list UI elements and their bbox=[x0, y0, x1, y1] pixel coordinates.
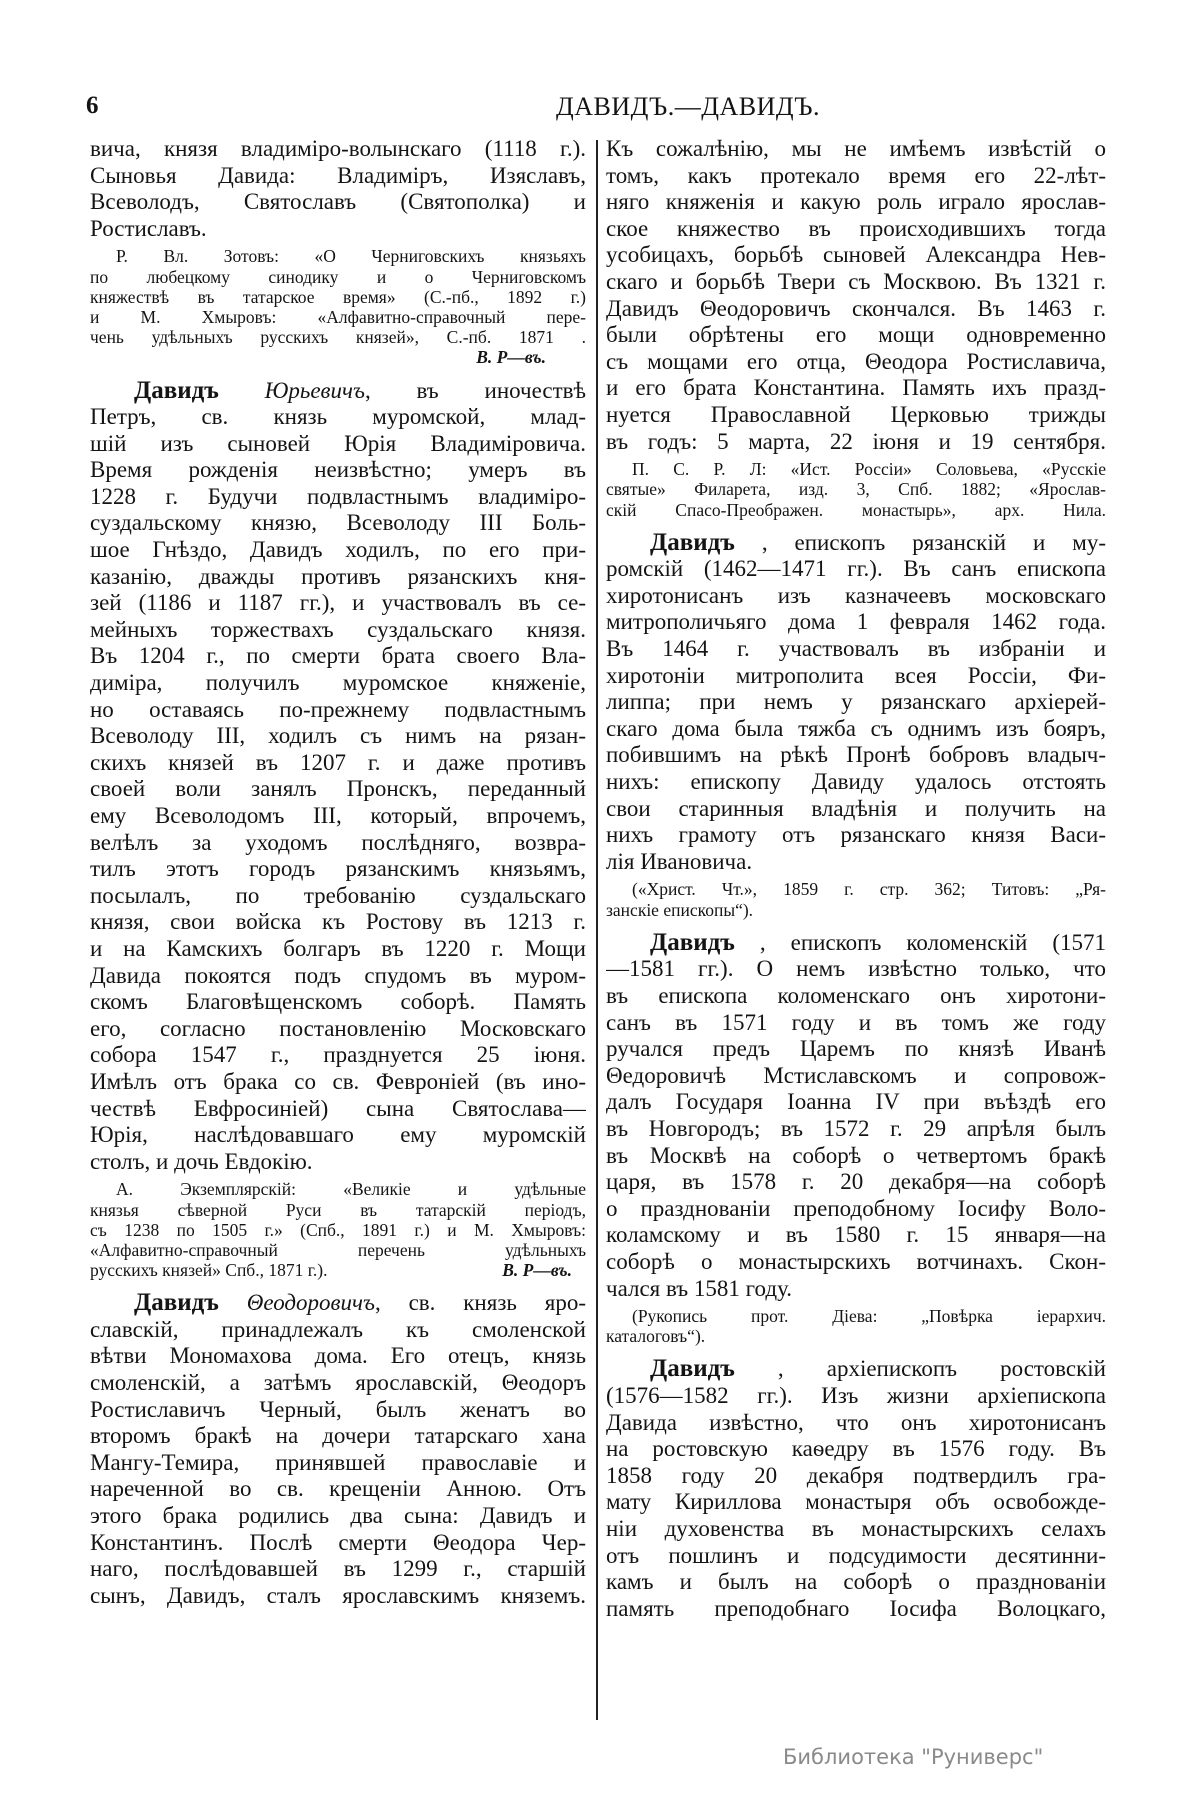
text-line bbox=[90, 404, 586, 431]
text-line bbox=[606, 1543, 1106, 1570]
text-line bbox=[606, 583, 1106, 610]
text-line bbox=[606, 459, 1106, 479]
text-line-content: П. С. Р. Л: «Ист. Россіи» Соловьева, «Русскіе bbox=[632, 459, 1106, 480]
text-line bbox=[606, 375, 1106, 402]
text-line bbox=[606, 479, 1106, 499]
text-line bbox=[90, 216, 586, 243]
text-line-content: суздальскому князю, Всеволоду III Боль- bbox=[90, 510, 586, 536]
text-line bbox=[90, 1260, 586, 1280]
text-line-content: нихъ: епископу Давиду удалось отстоять bbox=[606, 769, 1106, 795]
text-line-content: были обрѣтены его мощи одновременно bbox=[606, 322, 1106, 348]
text-line-content: Сыновья Давида: Владиміръ, Изяславъ, bbox=[90, 162, 586, 188]
text-line-content: въ епископа коломенскаго онъ хиротони- bbox=[606, 982, 1106, 1008]
entry-patronymic: Юрьевичъ bbox=[264, 377, 365, 403]
text-line bbox=[90, 697, 586, 724]
text-line bbox=[90, 936, 586, 963]
bibliography-note bbox=[90, 246, 586, 367]
text-line-content: этого брака родились два сына: Давидъ и bbox=[90, 1503, 586, 1528]
text-line-content: своей воли занялъ Пронскъ, переданный bbox=[90, 776, 586, 802]
text-line-content: Въ 1464 г. участвовалъ въ избраніи и bbox=[606, 636, 1106, 662]
text-line bbox=[90, 1397, 586, 1424]
text-line-content: липпа; при немъ у рязанскаго архіерей- bbox=[606, 689, 1106, 715]
entry-headword: Давидъ bbox=[650, 929, 735, 956]
text-line bbox=[606, 1436, 1106, 1463]
text-line-content: Константинъ. Послѣ смерти Θеодора Чер- bbox=[90, 1529, 586, 1555]
text-line bbox=[90, 267, 586, 287]
text-line-content: томъ, какъ протекало время его 22-лѣт- bbox=[606, 162, 1106, 188]
library-watermark: Библиотека "Руниверс" bbox=[783, 1745, 1044, 1769]
entry-heading-line bbox=[90, 1290, 586, 1317]
text-line-content: («Христ. Чт.», 1859 г. стр. 362; Титовъ: „Ря- bbox=[632, 879, 1106, 900]
text-line bbox=[90, 246, 586, 266]
text-line bbox=[90, 989, 586, 1016]
text-line-content: усобицахъ, борьбѣ сыновей Александра Нев- bbox=[606, 242, 1106, 268]
text-line-content: Время рожденія неизвѣстно; умеръ въ bbox=[90, 457, 586, 483]
text-line-content: Имѣлъ отъ брака со св. Февроніей (въ ино- bbox=[90, 1068, 586, 1094]
text-line-content: князья сѣверной Руси въ татарскій періодъ, bbox=[90, 1199, 586, 1220]
text-line-content: святые» Филарета, изд. 3, Спб. 1882; «Ярослав- bbox=[606, 479, 1106, 500]
text-line bbox=[90, 776, 586, 803]
text-line bbox=[606, 296, 1106, 323]
text-line-content: но оставаясь по-прежнему подвластнымъ bbox=[90, 696, 586, 722]
text-line bbox=[606, 1010, 1106, 1037]
text-line bbox=[606, 636, 1106, 663]
text-line bbox=[90, 457, 586, 484]
entry-headword: Давидъ bbox=[650, 529, 735, 556]
text-line-content: зей (1186 и 1187 гг.), и участвовалъ въ се- bbox=[90, 590, 586, 616]
text-line-content: и на Камскихъ болгаръ въ 1220 г. Мощи bbox=[90, 935, 586, 961]
text-line bbox=[90, 909, 586, 936]
text-line bbox=[90, 1220, 586, 1240]
text-line-content: камъ и былъ на соборѣ о празднованіи bbox=[606, 1569, 1106, 1595]
text-line bbox=[606, 189, 1106, 216]
author-signature: В. Р—въ. bbox=[476, 347, 546, 368]
text-line-content: хиротоніи митрополита всея Россіи, Фи- bbox=[606, 662, 1106, 688]
text-line bbox=[90, 1556, 586, 1583]
text-line-content: шій изъ сыновей Юрія Владиміровича. bbox=[90, 430, 586, 456]
text-line-content: занскіе епископы“). bbox=[606, 899, 754, 920]
text-line-content: съ мощами его отца, Θеодора Ростиславича, bbox=[606, 348, 1106, 374]
text-line-content: (Рукопись прот. Діева: „Повѣрка іерархич. bbox=[632, 1306, 1106, 1327]
text-line bbox=[606, 769, 1106, 796]
text-line-content: о празднованіи преподобному Іосифу Воло- bbox=[606, 1195, 1106, 1221]
text-line bbox=[90, 590, 586, 617]
text-line-content: вѣтви Мономахова дома. Его отецъ, князь bbox=[90, 1343, 586, 1369]
text-line bbox=[90, 1503, 586, 1530]
text-line-content: смоленскій, а затѣмъ ярославскій, Θеодоръ bbox=[90, 1370, 586, 1396]
article-entry bbox=[90, 1290, 586, 1609]
text-line-content: скихъ князей въ 1207 г. и даже противъ bbox=[90, 749, 586, 775]
text-line bbox=[90, 1042, 586, 1069]
text-line-content: чествѣ Евфросиніей) сына Святослава— bbox=[90, 1095, 586, 1121]
author-signature: В. Р—въ. bbox=[502, 1260, 572, 1281]
text-line bbox=[90, 1200, 586, 1220]
text-line bbox=[606, 1116, 1106, 1143]
text-line-content: второмъ бракѣ на дочери татарскаго хана bbox=[90, 1423, 586, 1449]
text-line bbox=[606, 900, 1106, 920]
text-line bbox=[606, 1222, 1106, 1249]
text-line-content: Давида покоятся подъ спудомъ въ муром- bbox=[90, 962, 586, 988]
text-line bbox=[606, 242, 1106, 269]
article-entry bbox=[90, 378, 586, 1176]
text-line bbox=[606, 1463, 1106, 1490]
text-line-content: ему Всеволодомъ III, который, впрочемъ, bbox=[90, 803, 586, 828]
text-line bbox=[606, 742, 1106, 769]
text-line bbox=[90, 287, 586, 307]
text-line-content: митрополичьяго дома 1 февраля 1462 года. bbox=[606, 609, 1106, 635]
text-line bbox=[606, 1489, 1106, 1516]
text-line bbox=[606, 322, 1106, 349]
text-line-content: побившимъ на рѣкѣ Пронѣ бобровъ владыч- bbox=[606, 742, 1106, 768]
text-line-content: (1576—1582 гг.). Изъ жизни архіепископа bbox=[606, 1383, 1106, 1409]
text-line-content: въ Москвѣ на соборѣ о четвертомъ бракѣ bbox=[606, 1142, 1106, 1168]
text-line-content: мейныхъ торжествахъ суздальскаго князя. bbox=[90, 616, 586, 642]
text-line-content: съ 1238 по 1505 г.» (Спб., 1891 г.) и М. Хмыровъ: bbox=[90, 1219, 586, 1240]
text-line bbox=[606, 1326, 1106, 1346]
text-line bbox=[606, 216, 1106, 243]
text-line bbox=[606, 1410, 1106, 1437]
text-line bbox=[90, 1450, 586, 1477]
text-line bbox=[606, 822, 1106, 849]
text-line-content: скій Спасо-Преображен. монастырь», арх. Нила. bbox=[606, 499, 1106, 520]
text-line bbox=[606, 500, 1106, 520]
text-line bbox=[90, 1122, 586, 1149]
text-line-content: царя, въ 1578 г. 20 декабря—на соборѣ bbox=[606, 1169, 1106, 1195]
text-line bbox=[606, 429, 1106, 456]
text-line-content: 1858 году 20 декабря подтвердилъ гра- bbox=[606, 1462, 1106, 1488]
text-line bbox=[90, 856, 586, 883]
text-line-content: Давида извѣстно, что онъ хиротонисанъ bbox=[606, 1409, 1106, 1435]
text-line-content: Р. Вл. Зотовъ: «О Черниговскихъ князьяхъ bbox=[116, 246, 586, 267]
text-line bbox=[90, 136, 586, 163]
text-line-content: 1228 г. Будучи подвластнымъ владиміро- bbox=[90, 483, 586, 509]
text-line bbox=[90, 830, 586, 857]
text-line-content: память преподобнаго Іосифа Волоцкаго, bbox=[606, 1595, 1106, 1621]
text-line bbox=[606, 796, 1106, 823]
entry-headword: Давидъ bbox=[650, 1356, 735, 1383]
entry-heading-text: , епископъ коломенскій (1571 bbox=[759, 929, 1106, 955]
paragraph bbox=[90, 136, 586, 242]
text-line bbox=[90, 617, 586, 644]
text-line bbox=[90, 723, 586, 750]
text-line-content: Ростиславъ. bbox=[90, 215, 207, 241]
text-line bbox=[90, 670, 586, 697]
text-line-content: нареченной во св. крещеніи Анною. Отъ bbox=[90, 1476, 586, 1502]
text-line-content: славскій, принадлежалъ къ смоленской bbox=[90, 1316, 586, 1342]
text-line-content: А. Экземплярскій: «Великіе и удѣльные bbox=[116, 1179, 586, 1200]
entry-heading-line bbox=[606, 930, 1106, 957]
article-entry bbox=[606, 930, 1106, 1302]
entry-heading-text: , епископъ рязанскій и му- bbox=[761, 529, 1106, 555]
text-line bbox=[90, 564, 586, 591]
text-line bbox=[90, 307, 586, 327]
text-line-content: няго княженія и какую роль играло ярослав- bbox=[606, 189, 1106, 215]
entry-patronymic: Θеодоровичъ bbox=[246, 1290, 375, 1316]
text-line-content: Мангу-Темира, принявшей православіе и bbox=[90, 1449, 586, 1475]
running-title: ДАВИДЪ.—ДАВИДЪ. bbox=[556, 92, 820, 121]
bibliography-note bbox=[606, 1306, 1106, 1346]
right-column bbox=[606, 136, 1106, 1626]
text-line-content: Ростиславичъ Черный, былъ женатъ во bbox=[90, 1396, 586, 1422]
bibliography-note bbox=[90, 1179, 586, 1280]
text-line bbox=[606, 983, 1106, 1010]
text-line bbox=[90, 431, 586, 458]
text-line-content: посылалъ, по требованію суздальскаго bbox=[90, 882, 586, 908]
text-line bbox=[606, 1063, 1106, 1090]
text-line bbox=[90, 1016, 586, 1043]
text-line bbox=[90, 484, 586, 511]
left-column bbox=[90, 136, 586, 1613]
entry-heading-text: , архіепископъ ростовскій bbox=[777, 1356, 1106, 1382]
text-line-content: скомъ Благовѣщенскомъ соборѣ. Память bbox=[90, 989, 586, 1015]
text-line bbox=[606, 956, 1106, 983]
text-line bbox=[606, 1516, 1106, 1543]
bibliography-note bbox=[606, 879, 1106, 919]
text-line-content: ское княжество въ происходившихъ тогда bbox=[606, 215, 1106, 241]
text-line bbox=[90, 883, 586, 910]
text-line-content: санъ въ 1571 году и въ томъ же году bbox=[606, 1009, 1106, 1035]
text-line-content: ромскій (1462—1471 гг.). Въ санъ епископа bbox=[606, 556, 1106, 582]
text-line-content: далъ Государя Іоанна IV при въѣздѣ его bbox=[606, 1089, 1106, 1115]
text-line bbox=[90, 1343, 586, 1370]
entry-heading-text: , въ иночествѣ bbox=[364, 377, 586, 403]
text-line bbox=[90, 750, 586, 777]
text-line-content: князя, свои войска къ Ростову въ 1213 г. bbox=[90, 909, 586, 935]
text-line bbox=[606, 1196, 1106, 1223]
text-line bbox=[90, 1476, 586, 1503]
text-line bbox=[90, 1530, 586, 1557]
text-line bbox=[606, 349, 1106, 376]
text-line-content: скаго дома была тяжба съ однимъ изъ бояръ, bbox=[606, 715, 1106, 741]
article-entry bbox=[606, 530, 1106, 876]
paragraph bbox=[606, 136, 1106, 455]
text-line-content: нихъ грамоту отъ рязанскаго князя Васи- bbox=[606, 822, 1106, 848]
text-line-content: чень удѣльныхъ русскихъ князей», С.-пб. 1871 . bbox=[90, 327, 586, 348]
text-line-content: Θедоровичѣ Мстиславскомъ и сопровож- bbox=[606, 1062, 1106, 1088]
text-line-content: казанію, дважды противъ рязанскихъ кня- bbox=[90, 563, 586, 589]
text-line bbox=[90, 327, 586, 347]
text-line bbox=[606, 1036, 1106, 1063]
text-line-content: Всеволоду III, ходилъ съ нимъ на рязан- bbox=[90, 723, 586, 749]
text-line-content: русскихъ князей» Спб., 1871 г.). bbox=[90, 1260, 328, 1281]
article-entry bbox=[606, 1356, 1106, 1622]
text-line bbox=[606, 609, 1106, 636]
text-line bbox=[606, 1569, 1106, 1596]
text-line-content: чался въ 1581 году. bbox=[606, 1275, 793, 1301]
text-line bbox=[90, 537, 586, 564]
text-line-content: —1581 гг.). О немъ извѣстно только, что bbox=[606, 956, 1106, 982]
entry-heading-text: , св. князь яро- bbox=[374, 1290, 586, 1316]
text-line-content: вича, князя владиміро-волынскаго (1118 г.). bbox=[90, 136, 586, 161]
text-line bbox=[90, 510, 586, 537]
entry-heading-line bbox=[606, 1356, 1106, 1383]
text-line-content: нуется Православной Церковью трижды bbox=[606, 401, 1106, 427]
text-line-content: и его брата Константина. Память ихъ празд- bbox=[606, 375, 1106, 401]
text-line-content: «Алфавитно-справочный перечень удѣльныхъ bbox=[90, 1239, 586, 1260]
text-line-content: сынъ, Давидъ, сталъ ярославскимъ княземъ. bbox=[90, 1582, 586, 1608]
text-line-content: Въ 1204 г., по смерти брата своего Вла- bbox=[90, 643, 586, 669]
text-line bbox=[606, 1596, 1106, 1623]
text-line-content: диміра, получилъ муромское княженіе, bbox=[90, 670, 586, 696]
text-line-content: лія Ивановича. bbox=[606, 848, 753, 874]
text-line bbox=[90, 163, 586, 190]
entry-headword: Давидъ bbox=[134, 1290, 219, 1317]
text-line-content: отъ пошлинъ и подсудимости десятинни- bbox=[606, 1542, 1106, 1568]
page-number: 6 bbox=[86, 92, 99, 119]
text-line bbox=[606, 163, 1106, 190]
text-line bbox=[90, 1149, 586, 1176]
text-line bbox=[90, 1096, 586, 1123]
text-line bbox=[90, 1423, 586, 1450]
text-line bbox=[90, 1317, 586, 1344]
text-line-content: и М. Хмыровъ: «Алфавитно-справочный пере- bbox=[90, 306, 586, 327]
text-line-content: шое Гнѣздо, Давидъ ходилъ, по его при- bbox=[90, 537, 586, 563]
text-line-content: въ Новгородъ; въ 1572 г. 29 апрѣля былъ bbox=[606, 1115, 1106, 1141]
bibliography-note bbox=[606, 459, 1106, 520]
text-line bbox=[606, 402, 1106, 429]
text-line bbox=[606, 556, 1106, 583]
text-line-content: хиротонисанъ изъ казначеевъ московскаго bbox=[606, 582, 1106, 608]
entry-headword: Давидъ bbox=[134, 377, 219, 404]
text-line bbox=[606, 136, 1106, 163]
text-line bbox=[90, 1583, 586, 1610]
text-line-content: ручался предъ Царемъ по князѣ Иванѣ bbox=[606, 1036, 1106, 1062]
text-line bbox=[90, 1069, 586, 1096]
text-line bbox=[606, 1306, 1106, 1326]
text-line-content: тилъ этотъ городъ рязанскимъ князьямъ, bbox=[90, 856, 586, 882]
text-line bbox=[606, 1169, 1106, 1196]
text-line-content: свои старинныя владѣнія и получить на bbox=[606, 795, 1106, 821]
entry-heading-line bbox=[90, 378, 586, 405]
text-line-content: на ростовскую каѳедру въ 1576 году. Въ bbox=[606, 1436, 1106, 1462]
column-divider bbox=[596, 140, 598, 1720]
text-line bbox=[606, 879, 1106, 899]
text-line-content: ніи духовенства въ монастырскихъ селахъ bbox=[606, 1516, 1106, 1542]
text-line-content: коламскому и въ 1580 г. 15 января—на bbox=[606, 1222, 1106, 1248]
text-line bbox=[606, 1143, 1106, 1170]
text-line bbox=[606, 716, 1106, 743]
text-line-content: собора 1547 г., празднуется 25 іюня. bbox=[90, 1042, 586, 1068]
text-line bbox=[90, 1370, 586, 1397]
text-line bbox=[606, 1249, 1106, 1276]
text-line bbox=[606, 689, 1106, 716]
text-line-content: Давидъ Θеодоровичъ скончался. Въ 1463 г. bbox=[606, 295, 1106, 321]
text-line bbox=[606, 1089, 1106, 1116]
text-line-content: мату Кириллова монастыря объ освобожде- bbox=[606, 1489, 1106, 1515]
text-line-content: каталоговъ“). bbox=[606, 1326, 706, 1347]
text-line-content: Юрія, наслѣдовавшаго ему муромскій bbox=[90, 1122, 586, 1148]
text-line-content: велѣлъ за уходомъ послѣдняго, возвра- bbox=[90, 829, 586, 855]
text-line bbox=[606, 663, 1106, 690]
text-line bbox=[90, 963, 586, 990]
signature-line bbox=[90, 347, 586, 367]
entry-heading-line bbox=[606, 530, 1106, 557]
text-line-content: Къ сожалѣнію, мы не имѣемъ извѣстій о bbox=[606, 136, 1106, 161]
text-line bbox=[90, 189, 586, 216]
text-line bbox=[606, 1383, 1106, 1410]
text-line bbox=[90, 1179, 586, 1199]
text-line bbox=[606, 269, 1106, 296]
text-line-content: его, согласно постановленію Московскаго bbox=[90, 1015, 586, 1041]
text-line bbox=[90, 643, 586, 670]
text-line-content: скаго и борьбѣ Твери съ Москвою. Въ 1321 г. bbox=[606, 268, 1106, 294]
text-line-content: столъ, и дочь Евдокію. bbox=[90, 1148, 313, 1174]
text-line-content: соборѣ о монастырскихъ вотчинахъ. Скон- bbox=[606, 1248, 1106, 1274]
text-line bbox=[606, 849, 1106, 876]
text-line-content: Петръ, св. князь муромской, млад- bbox=[90, 404, 586, 430]
text-line-content: по любецкому синодику и о Черниговскомъ bbox=[90, 266, 586, 287]
text-line bbox=[90, 1240, 586, 1260]
text-line-content: наго, послѣдовавшей въ 1299 г., старшій bbox=[90, 1556, 586, 1582]
text-line bbox=[606, 1276, 1106, 1303]
text-line bbox=[90, 803, 586, 830]
text-line-content: въ годъ: 5 марта, 22 іюня и 19 сентября. bbox=[606, 428, 1106, 454]
text-line-content: Всеволодъ, Святославъ (Святополка) и bbox=[90, 189, 586, 215]
text-line-content: княжествѣ въ татарское время» (С.-пб., 1892 г.) bbox=[90, 286, 586, 307]
